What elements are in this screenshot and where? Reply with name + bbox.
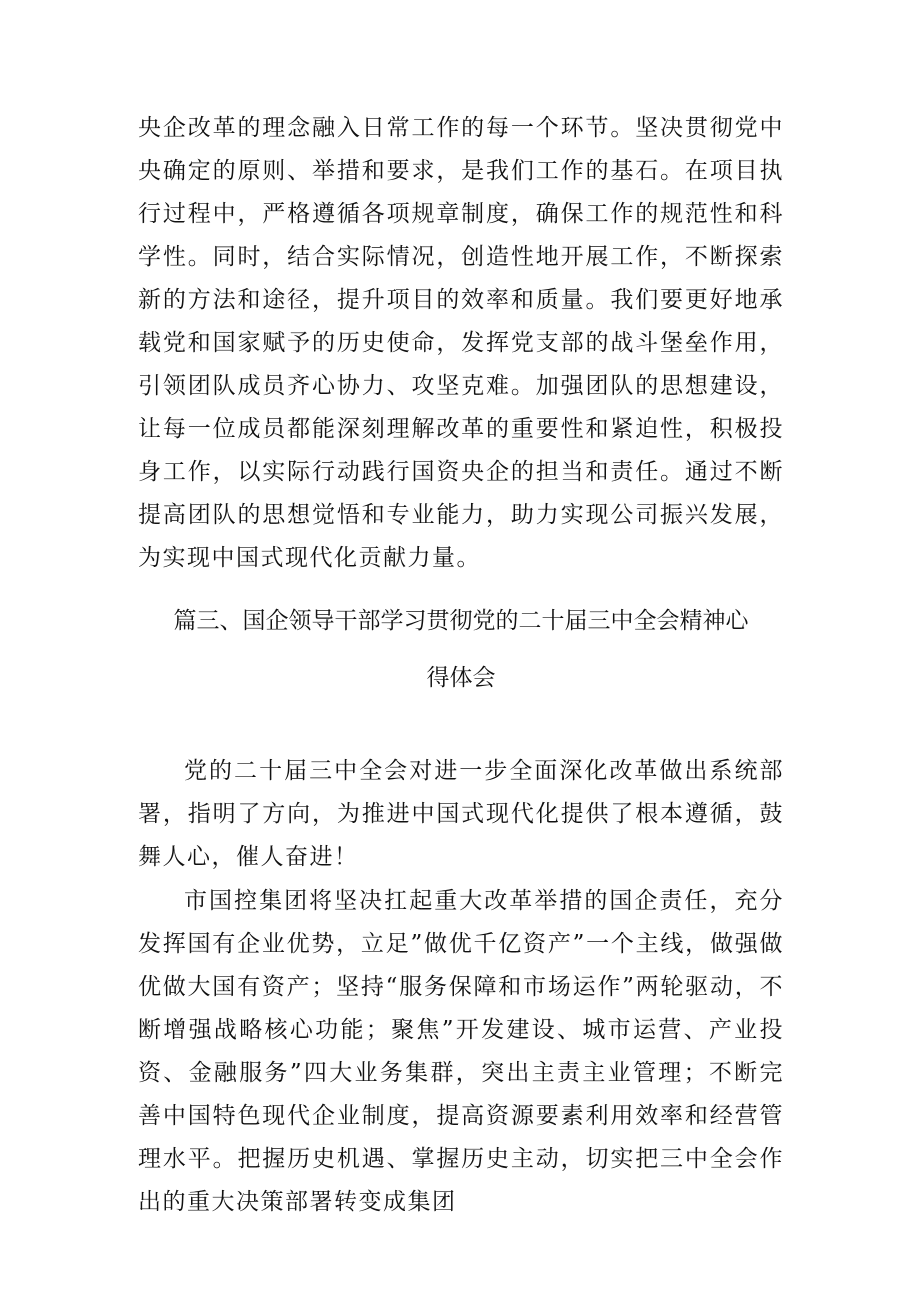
- continued-paragraph: 央企改革的理念融入日常工作的每一个环节。坚决贯彻党中央确定的原则、举措和要求，是我们工作的基石。在项目执行过程中，严格遵循各项规章制度，确保工作的规范性和科学性。同时，结合实际情况，创造性地开展工作，不断探索新的方法和途径，提升项目的效率和质量。我们要更好地承载党和国家赋予的历史使命，发挥党支部的战斗堡垒作用，引领团队成员齐心协力、攻坚克难。加强团队的思想建设，让每一位成员都能深刻理解改革的重要性和紧迫性，积极投身工作，以实际行动践行国资央企的担当和责任。通过不断提高团队的思想觉悟和专业能力，助力实现公司振兴发展，为实现中国式现代化贡献力量。: [138, 115, 784, 571]
- paragraph-1: 党的二十届三中全会对进一步全面深化改革做出系统部署，指明了方向，为推进中国式现代化提供了根本遵循，鼓舞人心，催人奋进！: [138, 758, 784, 870]
- section-title: [138, 593, 784, 707]
- section-title-line-2: 得体会: [426, 665, 496, 691]
- paragraph-2: 市国控集团将坚决扛起重大改革举措的国企责任，充分发挥国有企业优势，立足”做优千亿资产”一个主线，做强做优做大国有资产；坚持“服务保障和市场运作”两轮驱动，不断增强战略核心功能；聚焦”开发建设、城市运营、产业投资、金融服务”四大业务集群，突出主责主业管理；不断完善中国特色现代企业制度，提高资源要素利用效率和经营管理水平。把握历史机遇、掌握历史主动，切实把三中全会作出的重大决策部署转变成集团: [138, 888, 784, 1215]
- section-title-line-1: 篇三、国企领导干部学习贯彻党的二十届三中全会精神心: [173, 608, 749, 634]
